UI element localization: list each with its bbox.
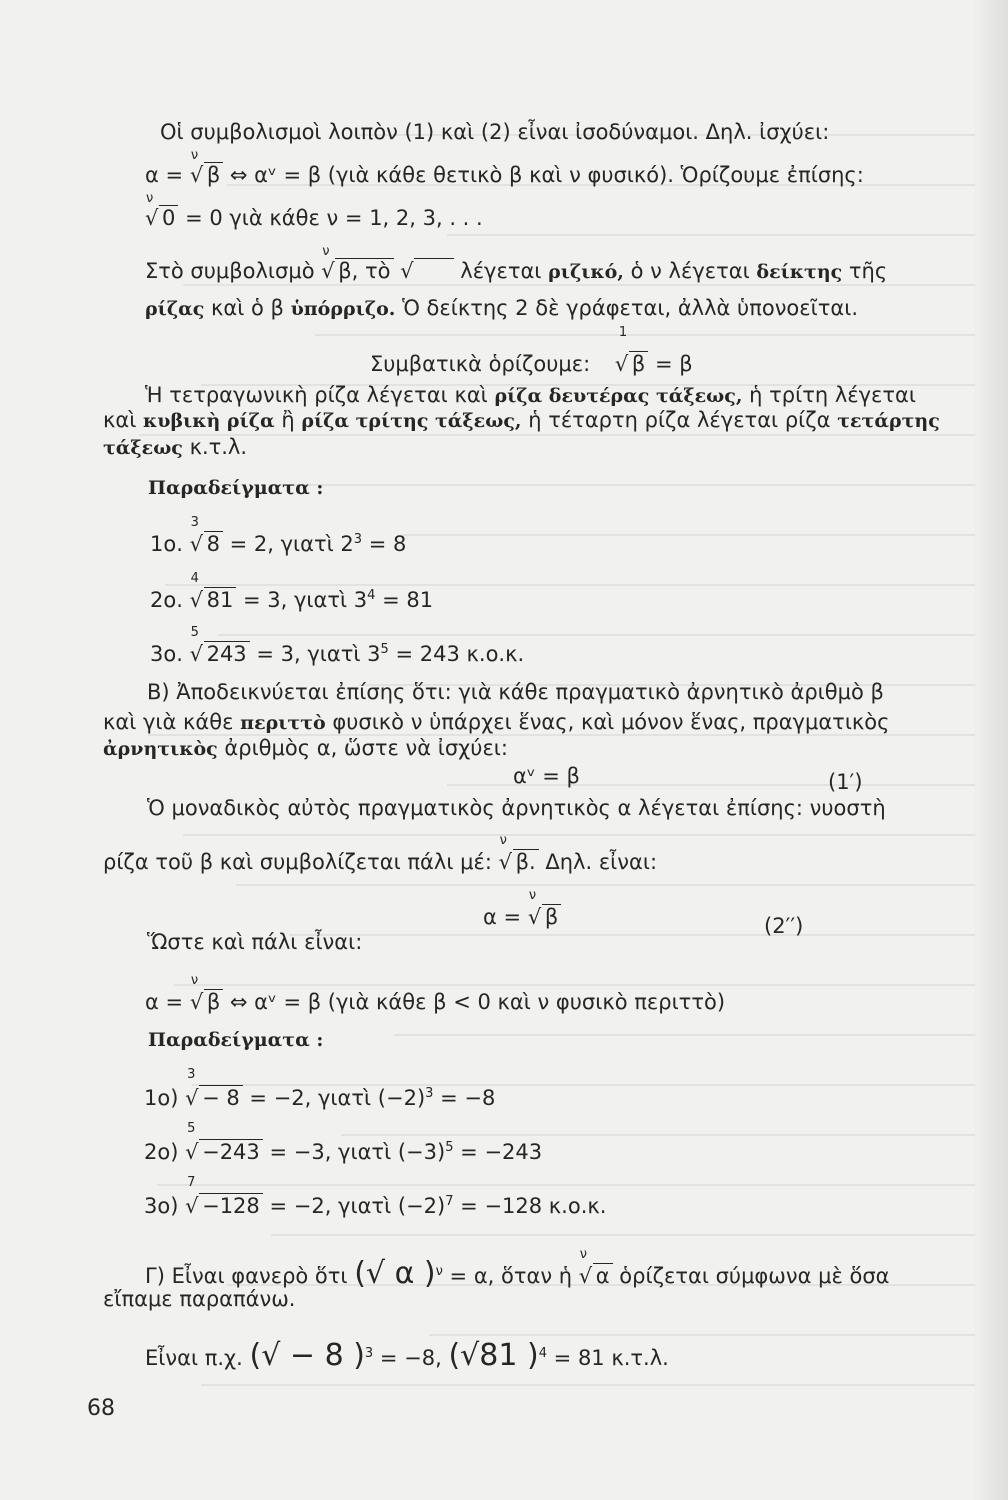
equation-tag: (2′′) xyxy=(764,914,804,938)
text-line: ἀρνητικὸς ἀριθμὸς α, ὥστε νὰ ἰσχύει: xyxy=(103,736,508,760)
example-line: Εἶναι π.χ. (√ − 8 )$^3$ = −8, (√81 )$^4$ = 81 κ.τ.λ. xyxy=(145,1338,669,1373)
radical: √ 7 −128 xyxy=(185,1192,263,1220)
text-line: εἴπαμε παραπάνω. xyxy=(103,1287,296,1311)
text-line: Ὥστε καὶ πάλι εἶναι: xyxy=(147,930,363,954)
radical: √ 1 β xyxy=(615,350,648,378)
radical: √ 3 − 8 xyxy=(185,1084,243,1112)
text-line: ρίζας καὶ ὁ β ὑπόρριζο. Ὁ δείκτης 2 δὲ γράφεται, ἀλλὰ ὑπονοεῖται. xyxy=(145,296,859,320)
example-line: 2ο. √ 4 81 = 3, γιατὶ $3^4 = 81$ xyxy=(150,582,433,614)
page-spine-shadow xyxy=(972,0,1008,1500)
example-line: 2ο) √ 5 −243 = −3, γιατὶ $(-3)^5 = -243$ xyxy=(144,1134,542,1166)
radical: √ 4 81 xyxy=(190,586,237,614)
text-line: Οἱ συμβολισμοὶ λοιπὸν (1) καὶ (2) εἶναι ἰσοδύναμοι. Δηλ. ἰσχύει: xyxy=(160,120,830,144)
equation-line: Συμβατικὰ ὁρίζουμε: √ 1 β = β xyxy=(370,350,693,378)
text-line: ρίζα τοῦ β καὶ συμβολίζεται πάλι μέ: √ ν β. Δηλ. εἶναι: xyxy=(103,848,657,876)
text-line: καὶ κυβικὴ ρίζα ἢ ρίζα τρίτης τάξεως, ἡ τέταρτη ρίζα λέγεται ρίζα τετάρτης xyxy=(103,408,940,432)
equation-line: √ ν 0 = 0 γιὰ κάθε ν = 1, 2, 3, . . . xyxy=(145,204,483,232)
equation: αᵛ = β xyxy=(513,764,580,788)
radical: √ ν β. xyxy=(499,848,539,876)
text-line: καὶ γιὰ κάθε περιττὸ φυσικὸ ν ὑπάρχει ἕνας, καὶ μόνον ἕνας, πραγματικὸς xyxy=(103,710,890,734)
example-line: 3ο. √ 5 243 = 3, γιατὶ $3^5 = 243$ κ.ο.κ. xyxy=(150,636,524,668)
text-line: Ἡ τετραγωνικὴ ρίζα λέγεται καὶ ρίζα δευτέρας τάξεως, ἡ τρίτη λέγεται xyxy=(145,383,916,407)
section-heading: Παραδείγματα : xyxy=(148,1029,324,1051)
text-line: Ὁ μοναδικὸς αὐτὸς πραγματικὸς ἀρνητικὸς α λέγεται ἐπίσης: νυοστὴ xyxy=(147,796,886,820)
example-line: 1ο) √ 3 − 8 = −2, γιατὶ $(-2)^3 = -8$ xyxy=(144,1080,495,1112)
text-line: Β) Ἀποδεικνύεται ἐπίσης ὅτι: γιὰ κάθε πραγματικὸ ἀρνητικὸ ἀριθμὸ β xyxy=(147,680,884,704)
example-line: 1ο. √ 3 8 = 2, γιατὶ $2^3 = 8$ xyxy=(150,526,406,558)
radical: √ ν β, τὸ xyxy=(321,257,393,285)
equation-line: α = √ ν β ⇔ αᵛ = β (γιὰ κάθε θετικὸ β καὶ ν φυσικό). Ὁρίζουμε ἐπίσης: xyxy=(145,161,864,189)
section-heading: Παραδείγματα : xyxy=(148,477,324,499)
equation-tag: (1′) xyxy=(828,770,863,794)
radical: √ 5 −243 xyxy=(185,1138,263,1166)
text-line: Γ) Εἶναι φανερὸ ὅτι (√ α )$^\nu$ = α, ὅταν ἡ √ ν α ὁρίζεται σύμφωνα μὲ ὅσα xyxy=(145,1258,890,1290)
radical: √ ν 0 xyxy=(145,204,178,232)
radical: √ ν α xyxy=(579,1262,613,1290)
radical: √ ν β xyxy=(528,903,561,931)
radical xyxy=(400,257,453,285)
equation-line: α = √ ν β ⇔ αᵛ = β (γιὰ κάθε β < 0 καὶ ν φυσικὸ περιττὸ) xyxy=(145,988,725,1016)
text-line: τάξεως κ.τ.λ. xyxy=(103,435,248,459)
page-number: 68 xyxy=(87,1396,115,1421)
equation: α = √ ν β xyxy=(483,903,561,931)
radical: √ ν β xyxy=(190,161,223,189)
radical: √ 3 8 xyxy=(190,530,223,558)
radical: √ ν β xyxy=(190,988,223,1016)
radical: √ 5 243 xyxy=(190,640,250,668)
text-line: Στὸ συμβολισμὸ √ ν β, τὸ √ λέγεται ριζικό, ὁ ν λέγεται δείκτης τῆς xyxy=(145,257,887,286)
example-line: 3ο) √ 7 −128 = −2, γιατὶ $(-2)^7 = -128$ κ.ο.κ. xyxy=(144,1188,606,1220)
